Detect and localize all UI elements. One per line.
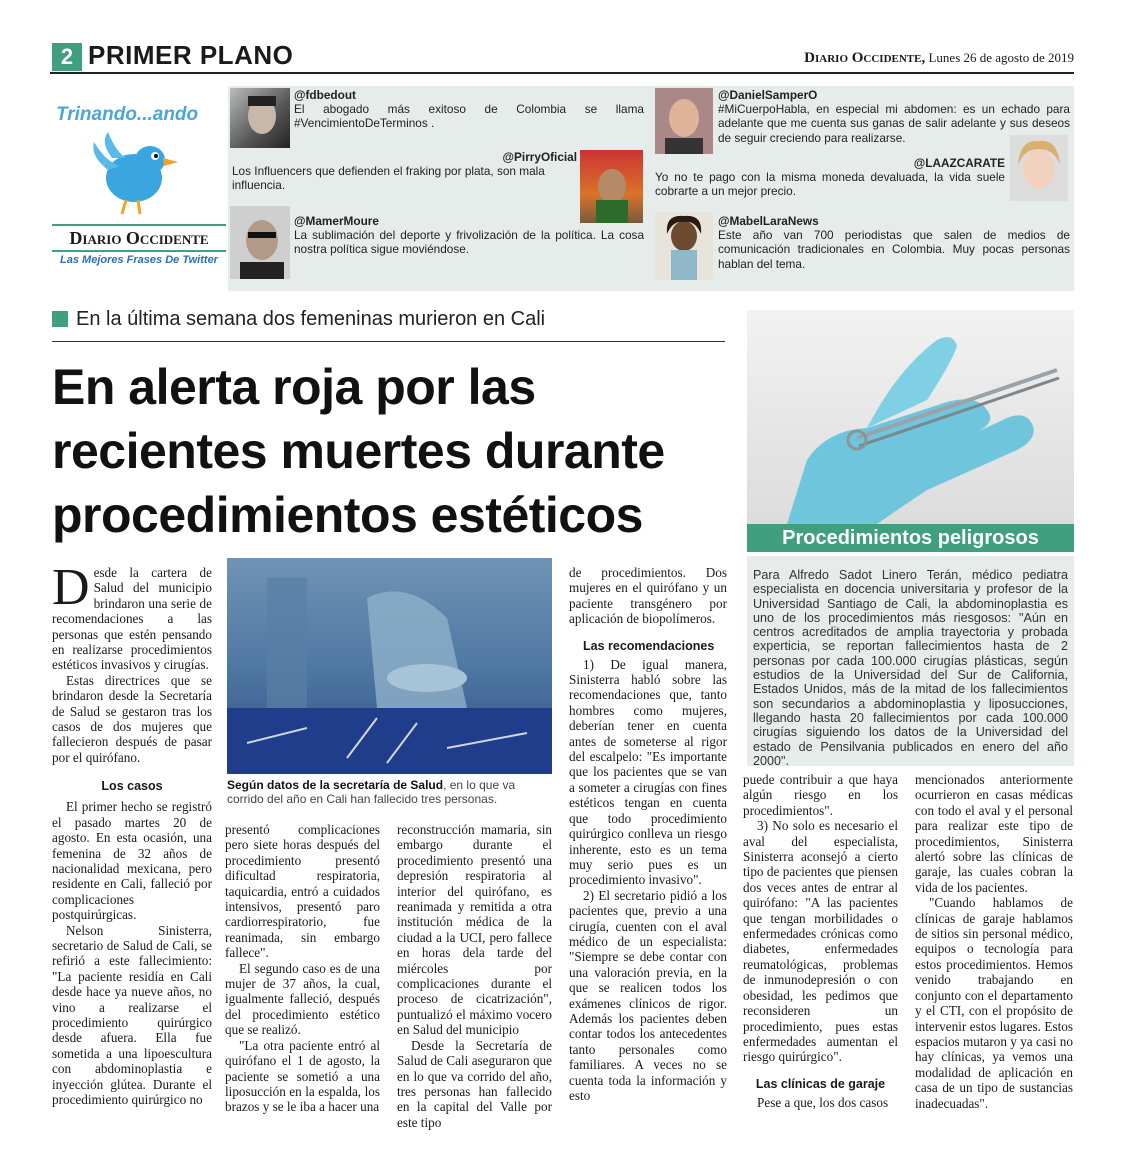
- avatar-face-icon: [1010, 135, 1068, 201]
- tweet-handle[interactable]: @fdbedout: [294, 88, 356, 102]
- page-number: 2: [52, 43, 82, 71]
- twitter-bird-icon: [86, 128, 186, 218]
- header-rule: [50, 72, 1074, 74]
- sidebar-text: Para Alfredo Sadot Linero Terán, médico pediatra especialista en docencia universitaria y profesor de la Universidad Santiago de Cali, la abdominoplastia es uno de los procedimientos más riesgosos: "Aún en centros acreditados de amplia trayectoria y probada experticia, se reportan fallecimientos hasta de 2 personas por cada 100.000 cirugías plásticas, según estudios de la Universidad del Sur de California, Estados Unidos, más de la mitad de los fallecimientos son secundarios a abdominoplastia y liposucciones, llegando hasta 20 fallecimientos por cada 100.000 cirugías siguiendo los datos de la Universidad del estado de Pensilvania publicados en enero del año 2000".: [753, 568, 1068, 768]
- avatar-face-icon: [230, 88, 290, 148]
- avatar-face-icon: [230, 206, 290, 279]
- avatar: [1010, 135, 1068, 201]
- paragraph: 3) No solo es necesario el aval del especialista, Sinisterra aconsejó a cierto tipo de pacientes que piensen dos veces antes de entrar al quirófano: "A las pacientes que tengan morbilidades o enfermedades crónicas como diabetes, enfermedades reumatológicas, problemas de inmunodepresión o con obesidad, les pedimos que reconsideren un procedimiento, pues estas enfermedades aumentan el riesgo quirúrgico".: [743, 818, 898, 1065]
- tweet-text: Este año van 700 periodistas que salen de medios de comunicación tradicionales en Colombia. Muy pocas personas hablan del tema.: [718, 228, 1070, 271]
- paragraph: Pese a que, los dos casos: [757, 1094, 889, 1110]
- section-title: PRIMER PLANO: [88, 40, 294, 70]
- surgical-instruments-icon: [227, 558, 552, 774]
- tweet: [718, 88, 1070, 145]
- logo-top-text: Trinando...ando: [56, 104, 199, 125]
- avatar: [230, 206, 290, 279]
- issue-date: Lunes 26 de agosto de 2019: [928, 50, 1074, 65]
- tweet-text: Los Influencers que defienden el fraking por plata, son mala influencia.: [232, 164, 545, 193]
- caption-bold: Según datos de la secretaría de Salud: [227, 778, 444, 792]
- tweet-text: El abogado más exitoso de Colombia se llama #VencimientoDeTerminos .: [294, 102, 644, 131]
- avatar-face-icon: [655, 212, 713, 280]
- avatar: [230, 88, 290, 148]
- surgery-photo: [227, 558, 552, 774]
- paragraph: "La otra paciente entró al quirófano el 1 de agosto, la paciente se sometió a una liposucción en la espalda, los brazos y se le iba a hacer una: [225, 1037, 380, 1115]
- paragraph: puede contribuir a que haya algún riesgo en los procedimientos".: [743, 772, 898, 818]
- paragraph: presentó complicaciones pero siete horas después del procedimiento presentó dificultad respiratoria, taquicardia, entró a cuidados intensivos, presentó paro cardiorrespiratorio, fue reanimada, sin embargo fallece".: [225, 822, 380, 961]
- gloved-hand-with-forceps-icon: [747, 310, 1074, 524]
- avatar: [655, 212, 713, 280]
- tweet: [655, 156, 1005, 199]
- paragraph: El segundo caso es de una mujer de 37 años, la cual, igualmente falleció, después del procedimiento estético que se realizó.: [225, 960, 380, 1038]
- avatar-face-icon: [655, 88, 713, 154]
- paragraph: 2) El secretario pidió a los pacientes que, previo a una cirugía, cuenten con el aval médico de un especialista: "Siempre se debe contar con una valoración previa, en la que se realicen todos los exámenes clínicos de rigor. Además los pacientes deben contar todos los antecedentes tanto personales como familiares. A veces no se cuenta toda la información y esto: [569, 887, 727, 1103]
- logo-brand: Diario Occidente: [52, 224, 226, 252]
- tweet-handle[interactable]: @MamerMoure: [294, 214, 379, 228]
- kicker: En la última semana dos femeninas murieron en Cali: [76, 308, 546, 330]
- article-column-2: [225, 822, 380, 1115]
- masthead-date-line: [760, 50, 1074, 67]
- tweet-text: Yo no te pago con la misma moneda devaluada, la vida suele cobrarte a un mejor precio.: [655, 170, 1005, 199]
- paragraph: 1) De igual manera, Sinisterra habló sobre las recomendaciones que, tanto hombres como mujeres, deberían tener en cuenta antes de someterse al rigor del escalpelo: "Es importante que los pacientes que se van a someter a cirugías con fines estéticos tengan en cuenta que todo procedimiento quirúrgico conlleva un riesgo inherente, esto es un tema muy serio pues es un procedimiento invasivo".: [569, 656, 727, 888]
- article-column-3: [397, 822, 552, 1130]
- kicker-square-icon: [52, 311, 68, 327]
- paragraph: reconstrucción mamaria, sin embargo durante el procedimiento presentó una depresión respiratoria al interior del quirófano, es reanimada y remitida a otra institución médica de la ciudad a la UCI, pero fallece en horas dela tarde del miércoles por complicaciones durante el proceso de cicatrización", puntualizó el máximo vocero en Salud del municipio: [397, 822, 552, 1038]
- paragraph: Desde la Secretaría de Salud de Cali aseguraron que en lo que va corrido del año, tres personas han fallecido en la capital del Valle por este tipo: [397, 1037, 552, 1130]
- kicker-rule: [52, 341, 725, 342]
- paragraph: mencionados anteriormente ocurrieron en casas médicas con todo el aval y el personal para realizar este tipo de procedimientos, Sinisterra alertó sobre las clínicas de garaje, las cuales cobran la vida de los pacientes.: [915, 772, 1073, 895]
- caption-text: , en lo que va corrido del año en Cali han fallecido tres personas.: [227, 778, 516, 806]
- paragraph: El primer hecho se registró el pasado martes 20 de agosto. En esta ocasión, una femenina de 32 años de nacionalidad mexicana, pero residente en Cali, falleció por complicaciones postquirúrgicas.: [52, 799, 212, 923]
- subheading: Las clínicas de garaje: [755, 1076, 886, 1091]
- tweet: [294, 214, 644, 257]
- tweet-handle[interactable]: @LAAZCARATE: [913, 156, 1005, 170]
- drop-cap: D: [52, 559, 90, 616]
- article-column-1: [52, 559, 212, 1107]
- tweet-handle[interactable]: @MabelLaraNews: [718, 214, 819, 228]
- avatar-face-icon: [580, 150, 643, 223]
- subheading: Los casos: [101, 779, 163, 794]
- tweet-text: #MiCuerpoHabla, en especial mi abdomen: es un echado para adelante que me cuenta sus ganas de salir adelante y sus deseos de seguir creciendo para realizarse.: [718, 102, 1070, 145]
- avatar: [655, 88, 713, 154]
- paragraph: Estas directrices que se brindaron desde la Secretaría de Salud se gestaron tras los casos de dos mujeres que fallecieron después de pasar por el quirófano.: [52, 672, 212, 765]
- tweet: [294, 88, 644, 131]
- paragraph: Nelson Sinisterra, secretario de Salud de Cali, se refirió a este fallecimiento: "La paciente residía en Cali desde hace ya nueve años, no vino a realizarse el procedimiento quirúrgico desde afuera. Ella fue sometida a una lipoescultura con abdominoplastia e inyección glútea. Durante el procedimiento quirúrgico no: [52, 922, 212, 1107]
- article-column-5: [743, 772, 898, 1110]
- logo-slogan: Las Mejores Frases De Twitter: [60, 254, 218, 266]
- article-column-6: [915, 772, 1073, 1111]
- headline: En alerta roja por las recientes muertes durante procedimientos estéticos: [52, 359, 665, 543]
- tweet: [232, 150, 577, 193]
- paragraph: "Cuando hablamos de clínicas de garaje hablamos de sitios sin personal médico, equipos o tecnología para estos procedimientos. Hemos venido trabajando en conjunto con el departamento y el CTI, con el propósito de intervenir estos lugares. Estos espacios mutaron y ya casi no hay clínicas, ya vemos una modalidad de aplicación en casa de un tipo de sustancias inadecuadas".: [915, 895, 1073, 1111]
- sidebar-box: [747, 556, 1074, 766]
- article-column-4: [569, 565, 727, 1103]
- tweet-handle[interactable]: @DanielSamperO: [718, 88, 818, 102]
- tweet-handle[interactable]: @PirryOficial: [502, 150, 577, 164]
- tweet: [718, 214, 1070, 271]
- sidebar-title: Procedimientos peligrosos: [747, 524, 1074, 552]
- avatar: [580, 150, 643, 223]
- twitter-logo-block: [50, 86, 226, 276]
- paragraph: de procedimientos. Dos mujeres en el quirófano y un paciente transgénero por aplicación de biopolímeros.: [569, 565, 727, 627]
- paragraph-text: esde la cartera de Salud del municipio brindaron una serie de recomendaciones a las personas que estén pensando en realizarse procedimientos estéticos invasivos y cirugías.: [52, 565, 212, 673]
- paper-name: Diario Occidente,: [804, 50, 926, 66]
- subheading: Las recomendaciones: [583, 638, 715, 653]
- photo-caption: [227, 778, 552, 806]
- gloved-hand-photo: [747, 310, 1074, 524]
- paragraph: [52, 559, 212, 673]
- tweet-text: La sublimación del deporte y frivolización de la política. La cosa nostra política sigue moviéndose.: [294, 228, 644, 257]
